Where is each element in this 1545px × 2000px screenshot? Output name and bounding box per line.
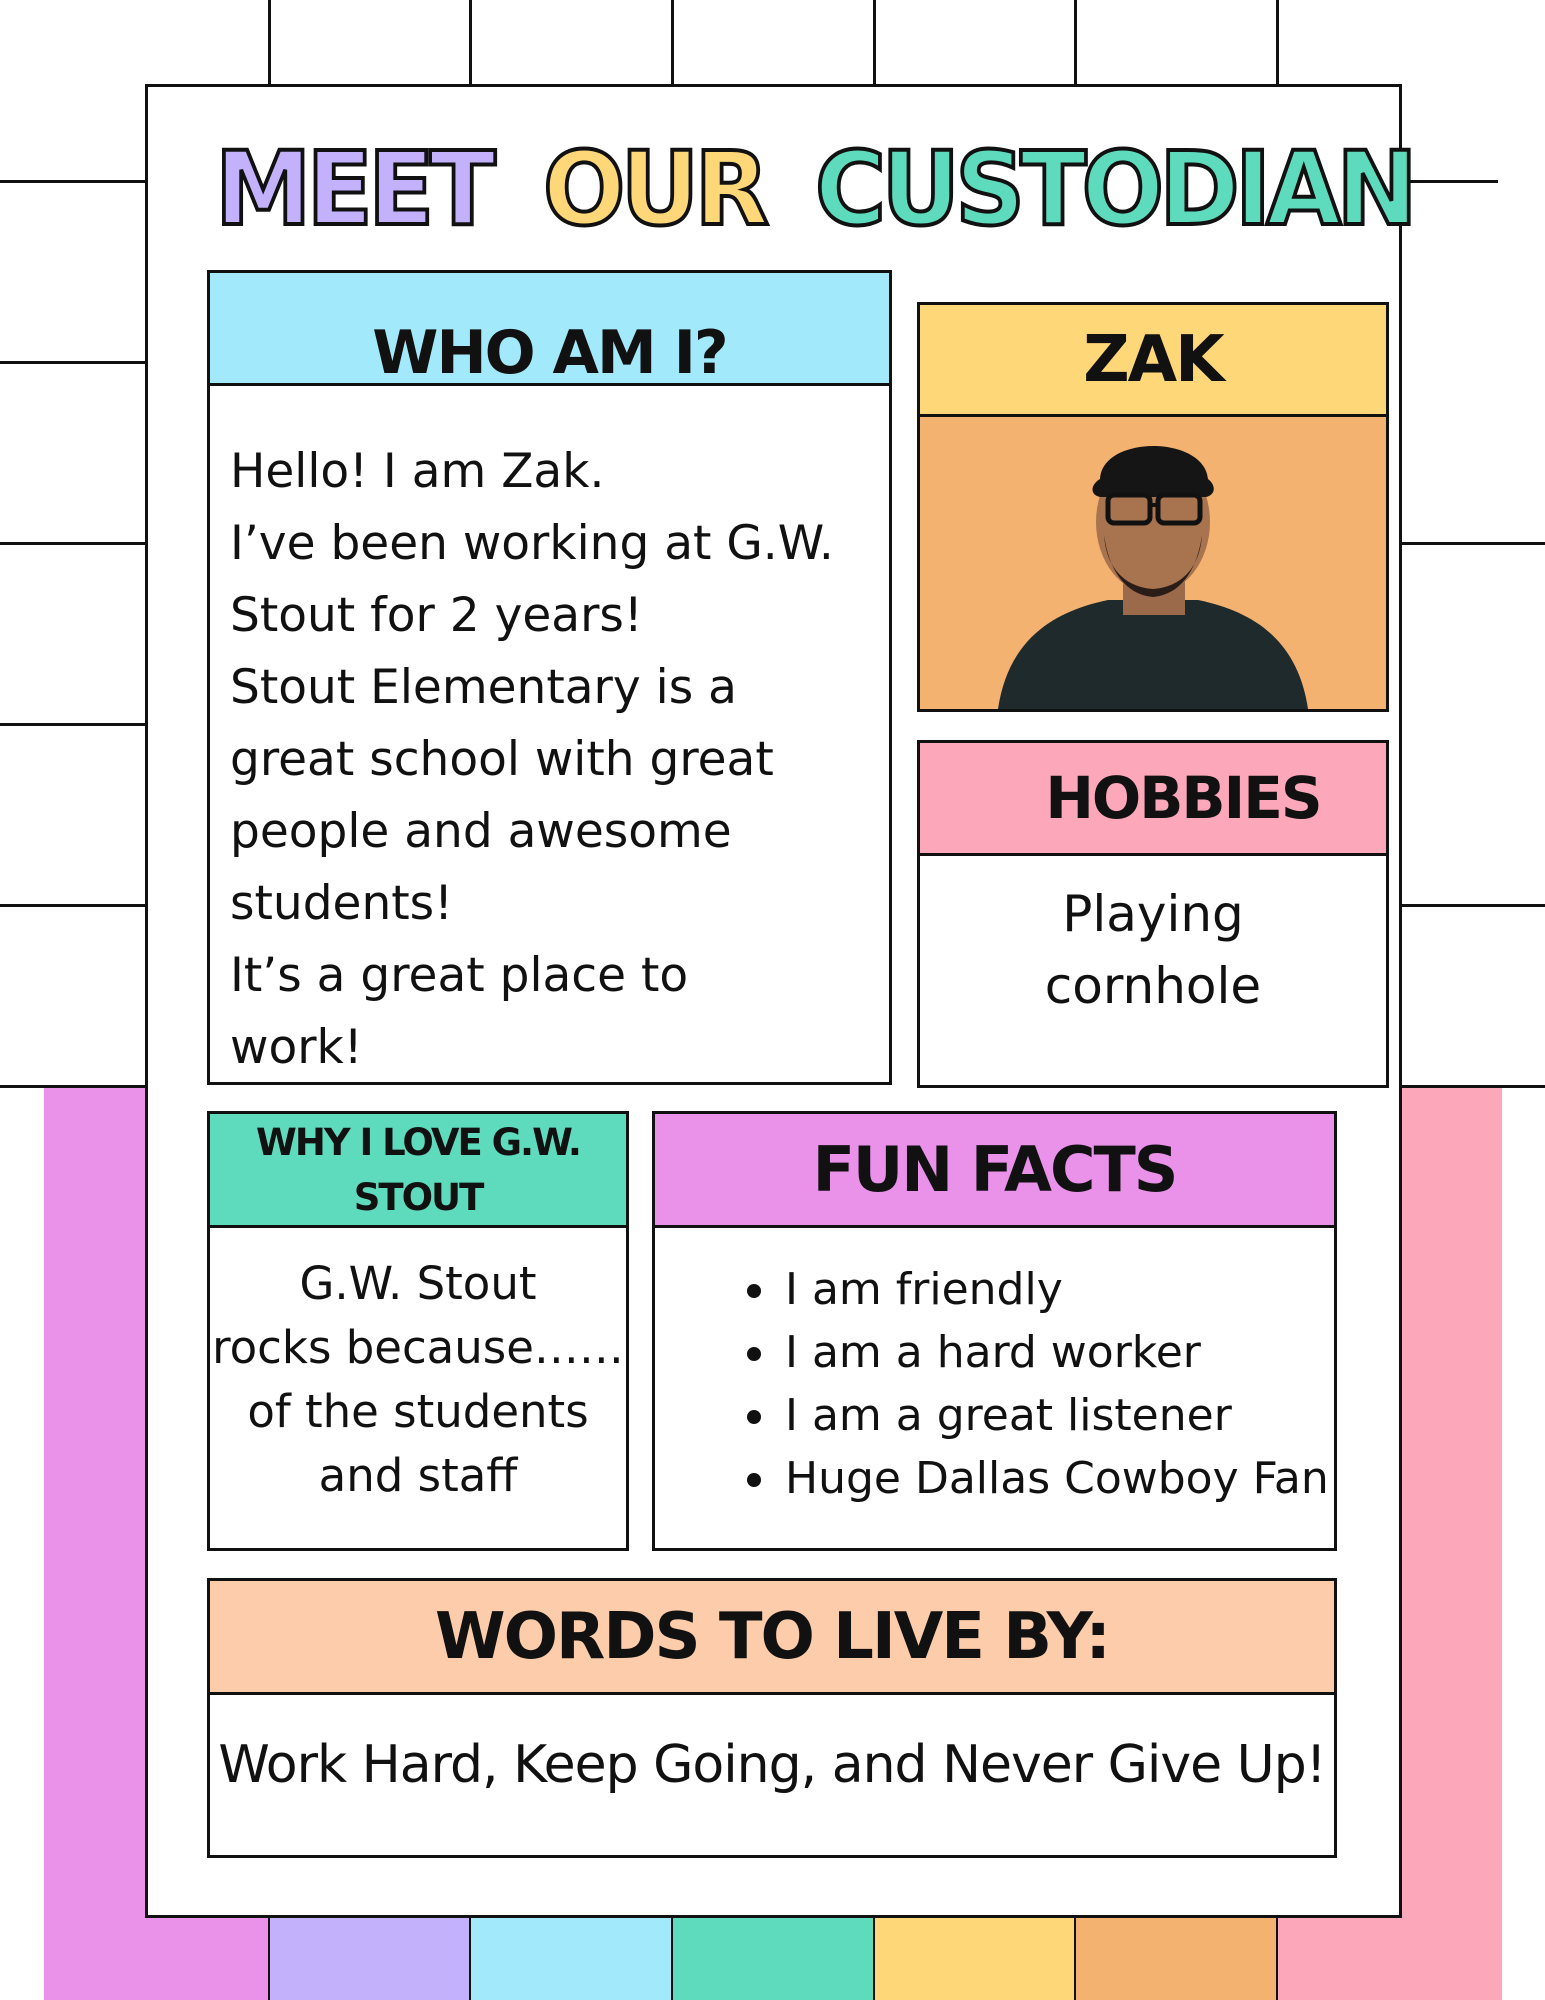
- stripe-yellow: [873, 1916, 1075, 2000]
- fun-fact-item: I am a great listener: [737, 1384, 1334, 1447]
- title-word-custodian: CUSTODIAN: [814, 130, 1413, 249]
- why-love-heading: [210, 1114, 626, 1228]
- who-line: Stout for 2 years!: [230, 588, 643, 643]
- who-line: Stout Elementary is a: [230, 660, 737, 715]
- words-quote: Work Hard, Keep Going, and Never Give Up!: [218, 1735, 1326, 1795]
- fun-facts-list-wrap: [655, 1228, 1334, 1548]
- why-love-heading-line: STOUT: [353, 1175, 483, 1219]
- grid-line: [873, 0, 876, 84]
- title-word-meet: MEET: [215, 130, 491, 249]
- name-heading: ZAK: [920, 305, 1386, 417]
- hobbies-text: [920, 856, 1386, 1085]
- who-line: great school with great: [230, 732, 774, 787]
- hobbies-line: cornhole: [1044, 957, 1262, 1015]
- grid-line: [671, 0, 674, 84]
- hobbies-box: [917, 740, 1389, 1088]
- page-title: [215, 130, 1413, 250]
- why-love-line: and staff: [318, 1449, 518, 1502]
- why-love-line: G.W. Stout: [299, 1257, 537, 1310]
- grid-line: [268, 0, 271, 84]
- grid-line: [0, 542, 145, 545]
- words-box: [207, 1578, 1337, 1858]
- who-am-i-text: [210, 386, 889, 1082]
- grid-line: [1276, 0, 1279, 84]
- who-line: It’s a great place to: [230, 948, 689, 1003]
- words-heading: WORDS TO LIVE BY:: [210, 1581, 1334, 1695]
- who-am-i-heading: WHO AM I?: [210, 273, 889, 386]
- fun-facts-heading: FUN FACTS: [655, 1114, 1334, 1228]
- grid-line: [0, 904, 145, 907]
- stripe-sky: [469, 1916, 672, 2000]
- who-line: people and awesome: [230, 804, 732, 859]
- fun-fact-item: I am a hard worker: [737, 1321, 1334, 1384]
- title-word-our: OUR: [543, 130, 765, 249]
- why-love-box: [207, 1111, 629, 1551]
- who-line: work!: [230, 1020, 363, 1075]
- who-line: I’ve been working at G.W.: [230, 516, 834, 571]
- grid-line: [1402, 542, 1545, 545]
- grid-line: [469, 0, 472, 84]
- fun-fact-item: Huge Dallas Cowboy Fan: [737, 1447, 1334, 1510]
- name-card: [917, 302, 1389, 712]
- grid-line: [0, 180, 145, 183]
- why-love-line: of the students: [247, 1385, 589, 1438]
- why-love-heading-line: WHY I LOVE G.W.: [256, 1120, 580, 1164]
- custodian-photo: [920, 417, 1386, 709]
- fun-facts-box: [652, 1111, 1337, 1551]
- fun-fact-item: I am friendly: [737, 1258, 1334, 1321]
- hobbies-heading: HOBBIES: [920, 743, 1386, 856]
- grid-line: [1402, 180, 1498, 183]
- fun-facts-list: [737, 1258, 1334, 1510]
- grid-line: [0, 723, 145, 726]
- grid-line: [1074, 0, 1077, 84]
- grid-line: [0, 361, 145, 364]
- why-love-text: [210, 1228, 626, 1548]
- who-am-i-box: [207, 270, 892, 1085]
- hobbies-line: Playing: [1062, 885, 1244, 943]
- who-line: students!: [230, 876, 453, 931]
- why-love-line: rocks because……: [212, 1321, 624, 1374]
- who-line: Hello! I am Zak.: [230, 444, 605, 499]
- stripe-lavender: [268, 1916, 470, 2000]
- portrait-image: [920, 417, 1386, 709]
- grid-line: [1402, 904, 1545, 907]
- stripe-orange: [1074, 1916, 1277, 2000]
- stripe-mint: [671, 1916, 874, 2000]
